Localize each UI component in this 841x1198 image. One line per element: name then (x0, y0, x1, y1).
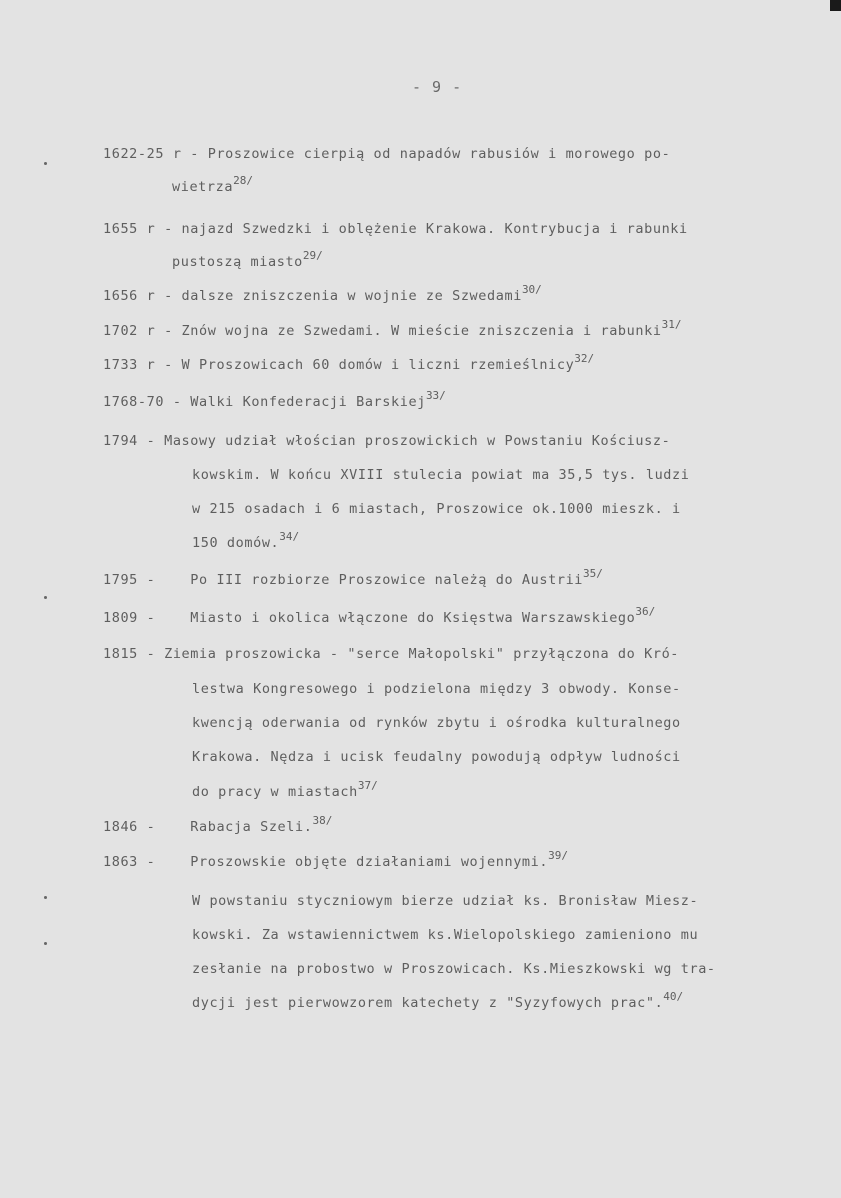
footnote-mark: 31/ (661, 318, 682, 331)
margin-dot (44, 942, 47, 945)
footnote-mark: 37/ (357, 779, 378, 792)
entry-line: lestwa Kongresowego i podzielona między 3 obwody. Konse- (192, 681, 681, 697)
footnote-mark: 34/ (279, 530, 300, 543)
footnote-mark: 28/ (233, 174, 253, 187)
entry-line: 1846 - Rabacja Szeli.$^{38/}$ (103, 814, 333, 835)
entry-line: 1809 - Miasto i okolica włączone do Księstwa Warszawskiego$^{36/}$ (103, 605, 656, 626)
entry-line: 1863 - Proszowskie objęte działaniami wojennymi.$^{39/}$ (103, 849, 568, 870)
entry-line: 1795 - Po III rozbiorze Proszowice należą do Austrii$^{35/}$ (103, 567, 603, 588)
entry-line: 1733 r - W Proszowicach 60 domów i liczni rzemieślnicy$^{32/}$ (103, 352, 595, 373)
entry-line: 150 domów.$^{34/}$ (192, 530, 300, 551)
footnote-mark: 40/ (663, 990, 684, 1003)
footnote-mark: 33/ (425, 389, 446, 402)
footnote-mark: 35/ (583, 567, 603, 580)
footnote-mark: 29/ (302, 249, 323, 262)
margin-dot (44, 162, 47, 165)
entry-line: kowskim. W końcu XVIII stulecia powiat ma 35,5 tys. ludzi (192, 467, 690, 483)
entry-line: 1655 r - najazd Szwedzki i oblężenie Krakowa. Kontrybucja i rabunki (103, 221, 688, 237)
entry-line: W powstaniu styczniowym bierze udział ks. Bronisław Miesz- (192, 893, 699, 909)
entry-line: 1656 r - dalsze zniszczenia w wojnie ze Szwedami$^{30/}$ (103, 283, 542, 304)
footnote-mark: 30/ (521, 283, 542, 296)
entry-line: 1622-25 r - Proszowice cierpią od napadów rabusiów i morowego po- (103, 146, 671, 162)
entry-line: 1794 - Masowy udział włościan proszowickich w Powstaniu Kościusz- (103, 433, 671, 449)
footnote-mark: 39/ (548, 849, 568, 862)
entry-line: dycji jest pierwowzorem katechety z "Syzyfowych prac".$^{40/}$ (192, 990, 684, 1011)
footnote-mark: 38/ (312, 814, 333, 827)
margin-dot (44, 596, 47, 599)
entry-line: wietrza$^{28/}$ (172, 174, 253, 195)
entry-line: Krakowa. Nędza i ucisk feudalny powodują odpływ ludności (192, 749, 681, 765)
entry-line: w 215 osadach i 6 miastach, Proszowice ok.1000 mieszk. i (192, 501, 681, 517)
page-number: - 9 - (412, 78, 463, 96)
footnote-mark: 32/ (574, 352, 595, 365)
entry-line: kwencją oderwania od rynków zbytu i ośrodka kulturalnego (192, 715, 681, 731)
entry-line: kowski. Za wstawiennictwem ks.Wielopolskiego zamieniono mu (192, 927, 699, 943)
entry-line: 1768-70 - Walki Konfederacji Barskiej$^{33/}$ (103, 389, 446, 410)
margin-dot (44, 896, 47, 899)
corner-mark (830, 0, 841, 11)
entry-line: 1702 r - Znów wojna ze Szwedami. W mieście zniszczenia i rabunki$^{31/}$ (103, 318, 682, 339)
footnote-mark: 36/ (635, 605, 656, 618)
entry-line: do pracy w miastach$^{37/}$ (192, 779, 378, 800)
entry-line: 1815 - Ziemia proszowicka - "serce Małopolski" przyłączona do Kró- (103, 646, 680, 662)
entry-line: pustoszą miasto$^{29/}$ (172, 249, 323, 270)
entry-line: zesłanie na probostwo w Proszowicach. Ks.Mieszkowski wg tra- (192, 961, 716, 977)
